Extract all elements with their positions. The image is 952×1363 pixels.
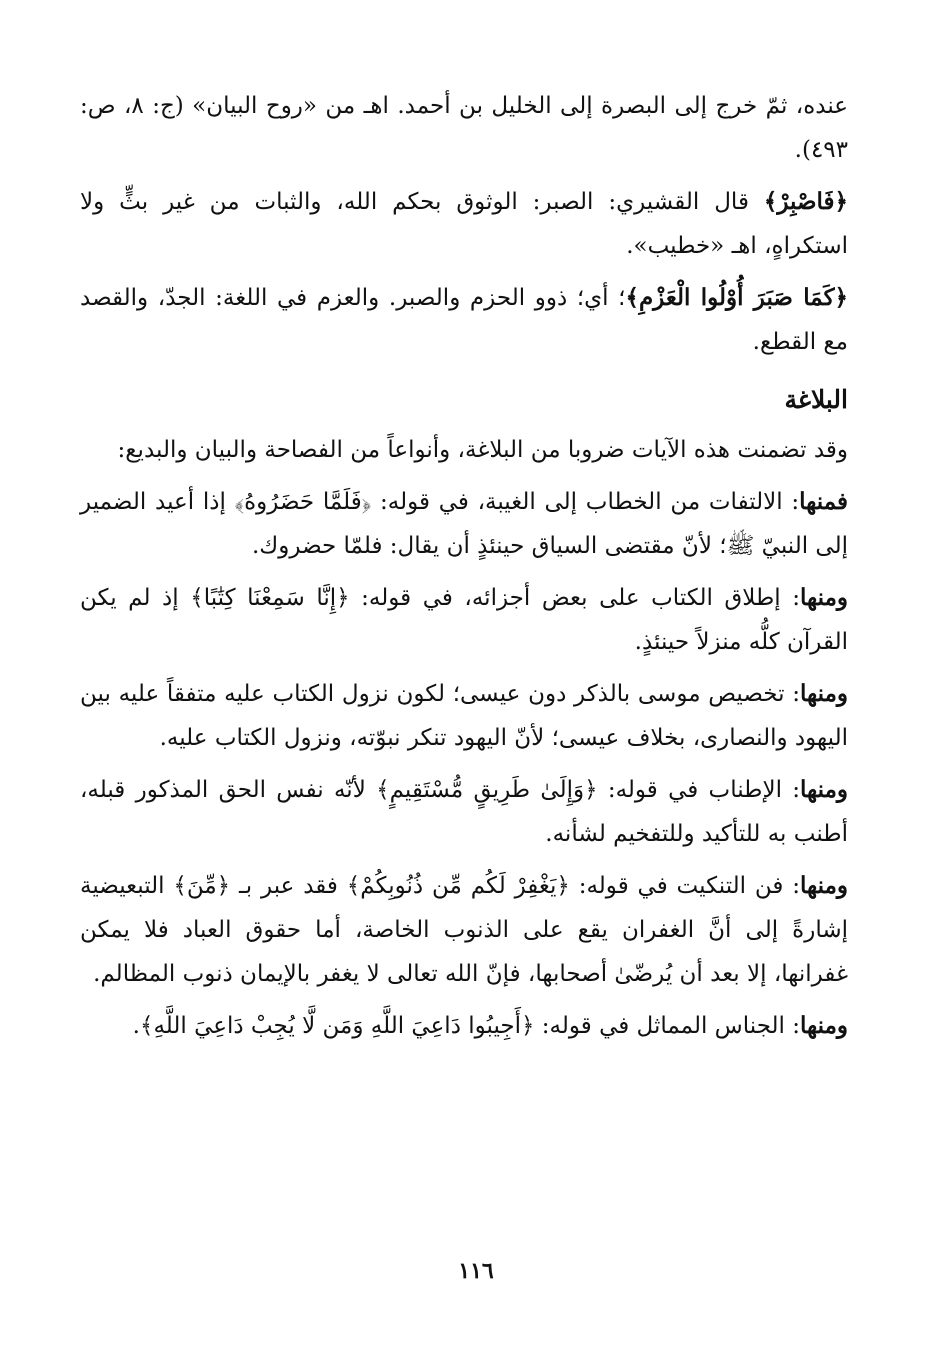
page-number: ١١٦: [458, 1258, 494, 1284]
page-body: [80, 84, 848, 1048]
paragraph-4: [80, 428, 848, 472]
paragraph-8-text: : الإطناب في قوله: ﴿وَإِلَىٰ طَرِيقٍ مُّسْتَقِيمٍ﴾ لأنّه نفس الحق المذكور قبله، أطنب به للتأكيد وللتفخيم لشأنه.: [80, 777, 848, 847]
paragraph-5-lead: فمنها: [799, 488, 848, 515]
paragraph-8-lead: ومنها: [800, 776, 848, 803]
paragraph-8: [80, 768, 848, 856]
paragraph-9-text: : فن التنكيت في قوله: ﴿يَغْفِرْ لَكُم مِّن ذُنُوبِكُمْ﴾ فقد عبر بـ ﴿مِّنَ﴾ التبعيضية إشارةً إلى أنَّ الغفران يقع على الذنوب الخاصة، أما حقوق العباد فلا يمكن غفرانها، إلا بعد أن يُرضّىٰ أصحابها، فإنّ الله تعالى لا يغفر بالإيمان ذنوب المظالم.: [80, 873, 848, 987]
paragraph-10-lead: ومنها: [800, 1012, 848, 1039]
paragraph-5: [80, 480, 848, 568]
paragraph-1: [80, 84, 848, 172]
paragraph-9-lead: ومنها: [800, 872, 848, 899]
paragraph-6: [80, 576, 848, 664]
paragraph-3: [80, 276, 848, 364]
paragraph-2-text: قال القشيري: الصبر: الوثوق بحكم الله، والثبات من غير بثٍّ ولا استكراهٍ، اهـ «خطيب».: [80, 189, 848, 259]
paragraph-2-lead: ﴿فَاصْبِرْ﴾: [763, 188, 848, 215]
paragraph-1-text: عنده، ثمّ خرج إلى البصرة إلى الخليل بن أحمد. اهـ من «روح البيان» (ج: ٨، ص: ٤٩٣).: [80, 93, 848, 163]
section-heading: البلاغة: [784, 385, 848, 414]
paragraph-10: [80, 1004, 848, 1048]
paragraph-5-text: : الالتفات من الخطاب إلى الغيبة، في قوله: ﴿فَلَمَّا حَضَرُوهُ﴾ إذا أعيد الضمير إلى النبيّ ﷺ؛ لأنّ مقتضى السياق حينئذٍ أن يقال: فلمّا حضروك.: [80, 489, 848, 559]
paragraph-4-text: وقد تضمنت هذه الآيات ضروبا من البلاغة، وأنواعاً من الفصاحة والبيان والبديع:: [117, 437, 848, 463]
paragraph-2: [80, 180, 848, 268]
paragraph-10-text: : الجناس المماثل في قوله: ﴿أَجِيبُوا دَاعِيَ اللَّهِ وَمَن لَّا يُجِبْ دَاعِيَ اللَّهِ﴾.: [132, 1013, 801, 1039]
paragraph-7-text: : تخصيص موسى بالذكر دون عيسى؛ لكون نزول الكتاب عليه متفقاً عليه بين اليهود والنصارى، بخلاف عيسى؛ لأنّ اليهود تنكر نبوّته، ونزول الكتاب عليه.: [80, 681, 848, 751]
paragraph-6-lead: ومنها: [800, 584, 848, 611]
paragraph-6-text: : إطلاق الكتاب على بعض أجزائه، في قوله: ﴿إِنَّا سَمِعْنَا كِتَٰبًا﴾ إذ لم يكن القرآن كلُّه منزلاً حينئذٍ.: [80, 585, 848, 655]
paragraph-3-lead: ﴿كَمَا صَبَرَ أُوْلُوا الْعَزْمِ﴾: [625, 284, 849, 311]
paragraph-3-text: ؛ أي؛ ذوو الحزم والصبر. والعزم في اللغة: الجدّ، والقصد مع القطع.: [80, 285, 848, 355]
paragraph-9: [80, 864, 848, 996]
paragraph-7: [80, 672, 848, 760]
paragraph-7-lead: ومنها: [800, 680, 848, 707]
